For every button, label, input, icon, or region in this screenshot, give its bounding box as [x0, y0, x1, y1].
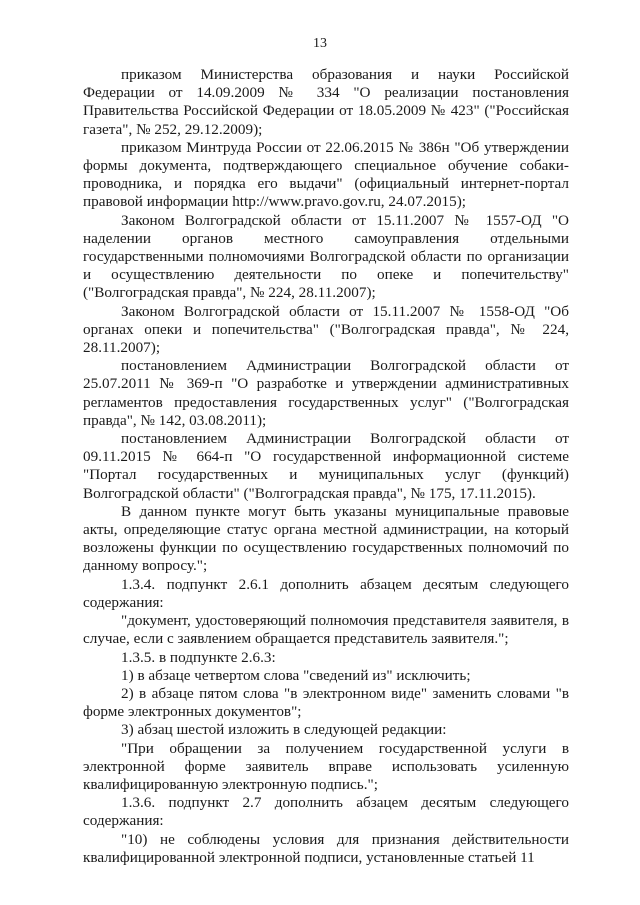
document-body: [83, 66, 569, 867]
paragraph-law-1557: Законом Волгоградской области от 15.11.2007 № 1557-ОД "О наделении органов местного самоуправления отдельными государственными полномочиями Волгоградской области по организации и осуществлению деятельности по опеке и попечительству" ("Волгоградская правда", № 224, 28.11.2007);: [83, 211, 569, 302]
paragraph-item-10-conditions: "10) не соблюдены условия для признания действительности квалифицированной электронной подписи, установленные статьей 11: [83, 830, 569, 866]
paragraph-law-1558: Законом Волгоградской области от 15.11.2007 № 1558-ОД "Об органах опеки и попечительства" ("Волгоградская правда", № 224, 28.11.2007);: [83, 302, 569, 357]
paragraph-item-1-3-5: 1.3.5. в подпункте 2.6.3:: [121, 648, 276, 666]
paragraph-order-mintrud: приказом Минтруда России от 22.06.2015 № 386н "Об утверждении формы документа, подтверждающего специальное обучение собаки-проводника, и порядка его выдачи" (официальный интернет-портал правовой информации http://www.pravo.gov.ru, 24.07.2015);: [83, 138, 569, 211]
paragraph-item-1-3-4: 1.3.4. подпункт 2.6.1 дополнить абзацем десятым следующего содержания:: [83, 575, 569, 611]
paragraph-order-ministry-education: приказом Министерства образования и науки Российской Федерации от 14.09.2009 № 334 "О реализации постановления Правительства Российской Федерации от 18.05.2009 № 423" ("Российская газета", № 252, 29.12.2009);: [83, 66, 569, 138]
paragraph-electronic-signature: "При обращении за получением государственной услуги в электронной форме заявитель вправе использовать усиленную квалифицированную электронную подпись.";: [83, 739, 569, 793]
paragraph-item-1-3-6: 1.3.6. подпункт 2.7 дополнить абзацем десятым следующего содержания:: [83, 794, 569, 830]
paragraph-resolution-664: постановлением Администрации Волгоградской области от 09.11.2015 № 664-п "О государственной информационной системе "Портал государственных и муниципальных услуг (функций) Волгоградской области" ("Волгоградская правда", № 175, 17.11.2015).: [83, 430, 569, 502]
paragraph-municipal-acts-note: В данном пункте могут быть указаны муниципальные правовые акты, определяющие статус органа местной администрации, на который возложены функции по осуществлению государственных полномочий по данному вопросу.";: [83, 502, 569, 575]
paragraph-representative-document: "документ, удостоверяющий полномочия представителя заявителя, в случае, если с заявлением обращается представитель заявителя.";: [83, 612, 569, 648]
paragraph-amendment-2: 2) в абзаце пятом слова "в электронном виде" заменить словами "в форме электронных документов";: [83, 684, 569, 721]
paragraph-amendment-1: 1) в абзаце четвертом слова "сведений из" исключить;: [121, 666, 471, 684]
page-number: 13: [313, 36, 327, 51]
paragraph-amendment-3: 3) абзац шестой изложить в следующей редакции:: [121, 721, 447, 739]
paragraph-resolution-369: постановлением Администрации Волгоградской области от 25.07.2011 № 369-п "О разработке и утверждении административных регламентов предоставления государственных услуг" ("Волгоградская правда", № 142, 03.08.2011);: [83, 357, 569, 429]
